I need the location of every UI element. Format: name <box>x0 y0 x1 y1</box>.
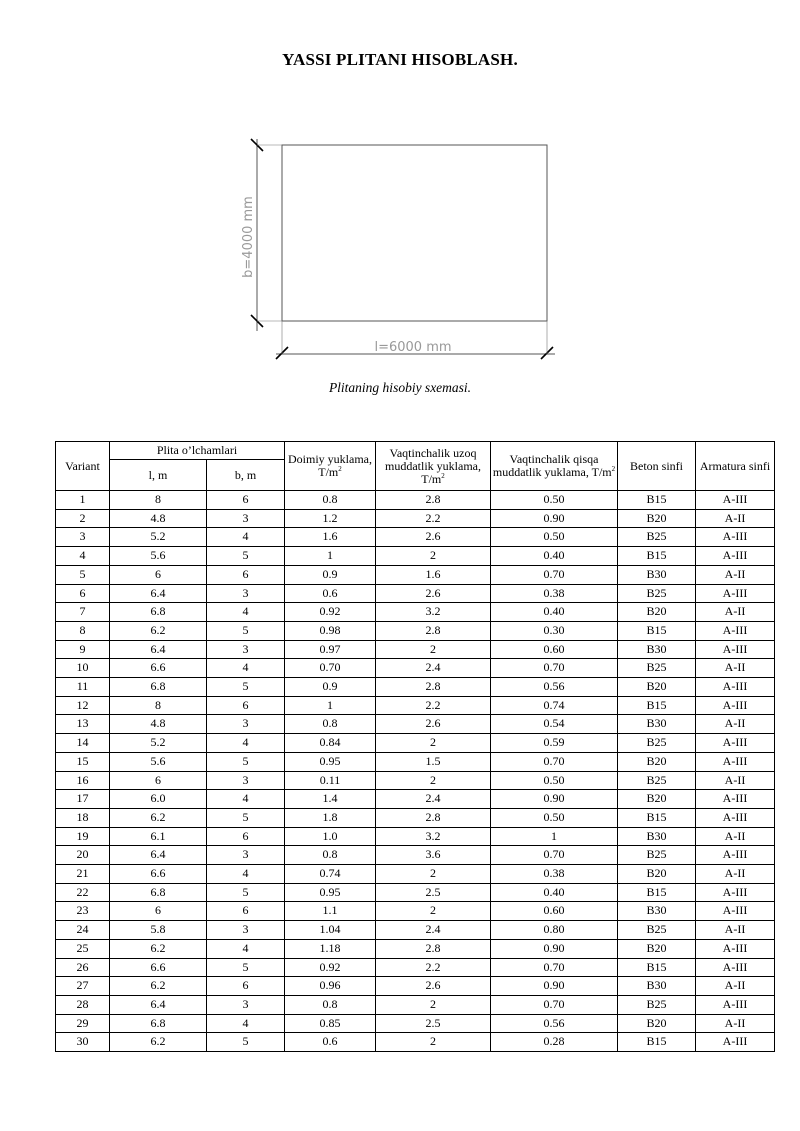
cell-rebar: A-III <box>696 995 775 1014</box>
cell-rebar: A-III <box>696 584 775 603</box>
cell-b: 5 <box>207 1033 285 1052</box>
cell-variant: 24 <box>56 921 110 940</box>
table-row <box>56 547 775 566</box>
cell-short-load: 0.60 <box>491 640 618 659</box>
cell-short-load: 0.50 <box>491 528 618 547</box>
table-row <box>56 603 775 622</box>
cell-variant: 23 <box>56 902 110 921</box>
cell-b: 4 <box>207 1014 285 1033</box>
cell-short-load: 0.90 <box>491 790 618 809</box>
header-long-load-unit: T/m <box>421 471 442 486</box>
table-row <box>56 790 775 809</box>
cell-concrete: B20 <box>618 509 696 528</box>
cell-dead-load: 0.11 <box>285 771 376 790</box>
cell-long-load: 2 <box>376 1033 491 1052</box>
cell-rebar: A-III <box>696 902 775 921</box>
cell-short-load: 0.38 <box>491 584 618 603</box>
cell-b: 3 <box>207 640 285 659</box>
cell-b: 6 <box>207 902 285 921</box>
cell-l: 5.2 <box>110 528 207 547</box>
cell-long-load: 2.2 <box>376 696 491 715</box>
cell-b: 4 <box>207 865 285 884</box>
cell-variant: 10 <box>56 659 110 678</box>
cell-dead-load: 0.95 <box>285 752 376 771</box>
cell-dead-load: 0.74 <box>285 865 376 884</box>
cell-rebar: A-III <box>696 640 775 659</box>
cell-variant: 3 <box>56 528 110 547</box>
table-row <box>56 995 775 1014</box>
cell-b: 3 <box>207 995 285 1014</box>
cell-concrete: B15 <box>618 808 696 827</box>
cell-dead-load: 1.4 <box>285 790 376 809</box>
cell-dead-load: 1.2 <box>285 509 376 528</box>
table-row <box>56 565 775 584</box>
table-row <box>56 1033 775 1052</box>
cell-short-load: 0.56 <box>491 678 618 697</box>
table-row <box>56 715 775 734</box>
cell-long-load: 2.2 <box>376 509 491 528</box>
cell-l: 6.8 <box>110 1014 207 1033</box>
cell-b: 3 <box>207 584 285 603</box>
cell-rebar: A-III <box>696 734 775 753</box>
cell-b: 3 <box>207 846 285 865</box>
header-short-load-label: Vaqtinchalik qisqa muddatlik yuklama, <box>492 452 599 479</box>
cell-rebar: A-II <box>696 603 775 622</box>
cell-b: 5 <box>207 752 285 771</box>
cell-dead-load: 1.6 <box>285 528 376 547</box>
cell-concrete: B20 <box>618 865 696 884</box>
cell-long-load: 2.5 <box>376 883 491 902</box>
cell-short-load: 0.70 <box>491 752 618 771</box>
cell-variant: 5 <box>56 565 110 584</box>
cell-dead-load: 0.9 <box>285 678 376 697</box>
cell-l: 6.8 <box>110 678 207 697</box>
cell-concrete: B30 <box>618 902 696 921</box>
cell-rebar: A-III <box>696 678 775 697</box>
table-row <box>56 678 775 697</box>
cell-rebar: A-III <box>696 846 775 865</box>
cell-l: 6.6 <box>110 659 207 678</box>
cell-long-load: 2 <box>376 865 491 884</box>
cell-l: 5.6 <box>110 547 207 566</box>
cell-dead-load: 0.70 <box>285 659 376 678</box>
cell-b: 4 <box>207 603 285 622</box>
cell-l: 4.8 <box>110 715 207 734</box>
cell-l: 6.4 <box>110 584 207 603</box>
table-row <box>56 827 775 846</box>
cell-long-load: 2.8 <box>376 678 491 697</box>
cell-short-load: 0.70 <box>491 846 618 865</box>
cell-variant: 4 <box>56 547 110 566</box>
table-row <box>56 640 775 659</box>
cell-b: 5 <box>207 808 285 827</box>
cell-b: 6 <box>207 491 285 510</box>
cell-variant: 30 <box>56 1033 110 1052</box>
table-row <box>56 808 775 827</box>
table-row <box>56 865 775 884</box>
cell-variant: 29 <box>56 1014 110 1033</box>
cell-l: 4.8 <box>110 509 207 528</box>
figure-caption: Plitaning hisobiy sxemasi. <box>328 380 472 395</box>
table-row <box>56 752 775 771</box>
cell-rebar: A-III <box>696 528 775 547</box>
cell-rebar: A-III <box>696 883 775 902</box>
cell-short-load: 0.54 <box>491 715 618 734</box>
cell-l: 6.2 <box>110 808 207 827</box>
cell-l: 6.4 <box>110 640 207 659</box>
cell-rebar: A-III <box>696 752 775 771</box>
cell-l: 8 <box>110 491 207 510</box>
table-row <box>56 939 775 958</box>
cell-short-load: 0.40 <box>491 603 618 622</box>
cell-b: 5 <box>207 678 285 697</box>
header-short-load <box>491 442 618 491</box>
cell-dead-load: 1 <box>285 547 376 566</box>
header-dead-load-unit: T/m <box>318 465 339 479</box>
cell-b: 5 <box>207 621 285 640</box>
table-row <box>56 958 775 977</box>
cell-dead-load: 0.85 <box>285 1014 376 1033</box>
cell-l: 6 <box>110 771 207 790</box>
cell-variant: 7 <box>56 603 110 622</box>
cell-short-load: 0.50 <box>491 771 618 790</box>
table-row <box>56 509 775 528</box>
cell-short-load: 0.30 <box>491 621 618 640</box>
cell-concrete: B20 <box>618 939 696 958</box>
cell-short-load: 0.90 <box>491 939 618 958</box>
cell-l: 6.8 <box>110 603 207 622</box>
cell-rebar: A-II <box>696 771 775 790</box>
cell-concrete: B15 <box>618 958 696 977</box>
cell-short-load: 0.70 <box>491 958 618 977</box>
cell-short-load: 0.50 <box>491 491 618 510</box>
height-label: b=4000 mm <box>241 196 256 278</box>
cell-rebar: A-III <box>696 491 775 510</box>
cell-long-load: 2.4 <box>376 659 491 678</box>
cell-variant: 13 <box>56 715 110 734</box>
cell-long-load: 2.5 <box>376 1014 491 1033</box>
cell-rebar: A-II <box>696 1014 775 1033</box>
cell-dead-load: 0.6 <box>285 1033 376 1052</box>
cell-variant: 2 <box>56 509 110 528</box>
cell-short-load: 0.28 <box>491 1033 618 1052</box>
length-label: l=6000 mm <box>374 340 452 355</box>
cell-short-load: 0.90 <box>491 509 618 528</box>
cell-long-load: 2.2 <box>376 958 491 977</box>
cell-b: 3 <box>207 715 285 734</box>
cell-dead-load: 0.96 <box>285 977 376 996</box>
header-l: l, m <box>110 460 207 491</box>
cell-short-load: 0.80 <box>491 921 618 940</box>
table-row <box>56 584 775 603</box>
header-long-load <box>376 442 491 491</box>
cell-rebar: A-III <box>696 621 775 640</box>
cell-concrete: B25 <box>618 528 696 547</box>
cell-variant: 17 <box>56 790 110 809</box>
cell-long-load: 2 <box>376 995 491 1014</box>
cell-concrete: B15 <box>618 883 696 902</box>
cell-rebar: A-II <box>696 715 775 734</box>
cell-dead-load: 1.0 <box>285 827 376 846</box>
cell-b: 4 <box>207 528 285 547</box>
cell-concrete: B25 <box>618 659 696 678</box>
cell-variant: 22 <box>56 883 110 902</box>
cell-dead-load: 1.18 <box>285 939 376 958</box>
table-row <box>56 771 775 790</box>
cell-rebar: A-III <box>696 808 775 827</box>
table-row <box>56 846 775 865</box>
cell-concrete: B30 <box>618 715 696 734</box>
cell-b: 3 <box>207 509 285 528</box>
cell-variant: 19 <box>56 827 110 846</box>
cell-rebar: A-II <box>696 659 775 678</box>
cell-dead-load: 0.84 <box>285 734 376 753</box>
cell-long-load: 2 <box>376 771 491 790</box>
cell-l: 8 <box>110 696 207 715</box>
cell-short-load: 0.59 <box>491 734 618 753</box>
cell-l: 6.8 <box>110 883 207 902</box>
cell-l: 6 <box>110 565 207 584</box>
cell-concrete: B15 <box>618 621 696 640</box>
cell-b: 4 <box>207 790 285 809</box>
header-b: b, m <box>207 460 285 491</box>
cell-variant: 27 <box>56 977 110 996</box>
cell-rebar: A-II <box>696 827 775 846</box>
cell-variant: 6 <box>56 584 110 603</box>
cell-dead-load: 0.97 <box>285 640 376 659</box>
cell-dead-load: 0.8 <box>285 846 376 865</box>
table-row <box>56 1014 775 1033</box>
plate-outline <box>282 145 547 321</box>
cell-dead-load: 0.8 <box>285 995 376 1014</box>
cell-short-load: 0.70 <box>491 995 618 1014</box>
cell-variant: 9 <box>56 640 110 659</box>
cell-rebar: A-III <box>696 547 775 566</box>
header-rebar: Armatura sinfi <box>696 442 775 491</box>
cell-variant: 28 <box>56 995 110 1014</box>
cell-concrete: B25 <box>618 846 696 865</box>
cell-concrete: B15 <box>618 696 696 715</box>
cell-rebar: A-II <box>696 921 775 940</box>
cell-dead-load: 0.9 <box>285 565 376 584</box>
cell-concrete: B25 <box>618 734 696 753</box>
cell-dead-load: 0.8 <box>285 715 376 734</box>
cell-dead-load: 1.1 <box>285 902 376 921</box>
cell-short-load: 0.70 <box>491 565 618 584</box>
cell-l: 5.8 <box>110 921 207 940</box>
cell-b: 4 <box>207 659 285 678</box>
cell-long-load: 2 <box>376 640 491 659</box>
cell-b: 6 <box>207 696 285 715</box>
cell-l: 5.2 <box>110 734 207 753</box>
cell-rebar: A-II <box>696 865 775 884</box>
page-title: YASSI PLITANI HISOBLASH. <box>282 50 518 69</box>
cell-concrete: B25 <box>618 995 696 1014</box>
cell-b: 6 <box>207 977 285 996</box>
cell-l: 6.2 <box>110 621 207 640</box>
cell-concrete: B15 <box>618 547 696 566</box>
cell-concrete: B20 <box>618 1014 696 1033</box>
cell-long-load: 1.6 <box>376 565 491 584</box>
cell-concrete: B25 <box>618 921 696 940</box>
cell-variant: 18 <box>56 808 110 827</box>
cell-l: 6.4 <box>110 846 207 865</box>
cell-concrete: B20 <box>618 790 696 809</box>
cell-b: 3 <box>207 921 285 940</box>
plate-scheme-drawing <box>230 125 570 375</box>
cell-long-load: 2.4 <box>376 790 491 809</box>
cell-long-load: 3.2 <box>376 827 491 846</box>
cell-b: 5 <box>207 547 285 566</box>
cell-long-load: 3.2 <box>376 603 491 622</box>
cell-dead-load: 0.92 <box>285 958 376 977</box>
cell-b: 6 <box>207 827 285 846</box>
cell-b: 6 <box>207 565 285 584</box>
unit-sup: 2 <box>441 471 445 480</box>
cell-variant: 15 <box>56 752 110 771</box>
cell-variant: 26 <box>56 958 110 977</box>
table-row <box>56 977 775 996</box>
cell-b: 4 <box>207 734 285 753</box>
cell-l: 6.2 <box>110 1033 207 1052</box>
table-row <box>56 921 775 940</box>
cell-b: 4 <box>207 939 285 958</box>
table-row <box>56 902 775 921</box>
cell-rebar: A-III <box>696 1033 775 1052</box>
cell-concrete: B20 <box>618 603 696 622</box>
cell-short-load: 1 <box>491 827 618 846</box>
cell-short-load: 0.38 <box>491 865 618 884</box>
cell-long-load: 2 <box>376 547 491 566</box>
cell-variant: 11 <box>56 678 110 697</box>
cell-short-load: 0.56 <box>491 1014 618 1033</box>
cell-short-load: 0.70 <box>491 659 618 678</box>
cell-rebar: A-III <box>696 939 775 958</box>
cell-short-load: 0.60 <box>491 902 618 921</box>
cell-dead-load: 1.8 <box>285 808 376 827</box>
table-row <box>56 491 775 510</box>
table-row <box>56 528 775 547</box>
cell-variant: 20 <box>56 846 110 865</box>
header-short-load-unit: T/m <box>591 465 612 479</box>
unit-sup: 2 <box>338 465 342 473</box>
cell-rebar: A-III <box>696 790 775 809</box>
header-variant: Variant <box>56 442 110 491</box>
cell-l: 6.6 <box>110 865 207 884</box>
cell-rebar: A-II <box>696 977 775 996</box>
header-concrete: Beton sinfi <box>618 442 696 491</box>
cell-long-load: 2.4 <box>376 921 491 940</box>
cell-l: 6.4 <box>110 995 207 1014</box>
cell-long-load: 2.8 <box>376 491 491 510</box>
cell-dead-load: 1 <box>285 696 376 715</box>
header-dead-load <box>285 442 376 491</box>
cell-short-load: 0.40 <box>491 883 618 902</box>
cell-dead-load: 0.8 <box>285 491 376 510</box>
cell-rebar: A-II <box>696 509 775 528</box>
cell-l: 6.0 <box>110 790 207 809</box>
cell-short-load: 0.74 <box>491 696 618 715</box>
cell-rebar: A-III <box>696 958 775 977</box>
table-row <box>56 734 775 753</box>
cell-l: 5.6 <box>110 752 207 771</box>
cell-long-load: 3.6 <box>376 846 491 865</box>
cell-b: 5 <box>207 958 285 977</box>
cell-rebar: A-II <box>696 565 775 584</box>
cell-b: 3 <box>207 771 285 790</box>
header-long-load-label: Vaqtinchalik uzoq muddatlik yuklama, <box>385 445 481 473</box>
table-row <box>56 883 775 902</box>
cell-variant: 25 <box>56 939 110 958</box>
variants-table <box>55 441 775 1052</box>
cell-concrete: B25 <box>618 771 696 790</box>
cell-long-load: 2.8 <box>376 939 491 958</box>
cell-concrete: B30 <box>618 827 696 846</box>
cell-concrete: B20 <box>618 678 696 697</box>
cell-variant: 12 <box>56 696 110 715</box>
cell-variant: 21 <box>56 865 110 884</box>
cell-dead-load: 0.6 <box>285 584 376 603</box>
cell-concrete: B15 <box>618 1033 696 1052</box>
cell-concrete: B20 <box>618 752 696 771</box>
cell-long-load: 2.6 <box>376 977 491 996</box>
cell-concrete: B30 <box>618 565 696 584</box>
table-body <box>56 491 775 1052</box>
cell-rebar: A-III <box>696 696 775 715</box>
cell-dead-load: 0.95 <box>285 883 376 902</box>
cell-short-load: 0.50 <box>491 808 618 827</box>
cell-variant: 16 <box>56 771 110 790</box>
cell-long-load: 2.8 <box>376 621 491 640</box>
cell-concrete: B30 <box>618 640 696 659</box>
cell-variant: 1 <box>56 491 110 510</box>
cell-concrete: B25 <box>618 584 696 603</box>
cell-l: 6.2 <box>110 977 207 996</box>
cell-concrete: B30 <box>618 977 696 996</box>
table-row <box>56 621 775 640</box>
cell-short-load: 0.40 <box>491 547 618 566</box>
cell-variant: 8 <box>56 621 110 640</box>
unit-sup: 2 <box>611 465 616 473</box>
table-row <box>56 696 775 715</box>
cell-concrete: B15 <box>618 491 696 510</box>
cell-l: 6 <box>110 902 207 921</box>
header-dead-load-label: Doimiy yuklama, <box>288 452 372 466</box>
cell-long-load: 2.6 <box>376 584 491 603</box>
cell-short-load: 0.90 <box>491 977 618 996</box>
cell-l: 6.1 <box>110 827 207 846</box>
cell-long-load: 2 <box>376 902 491 921</box>
table-row <box>56 659 775 678</box>
cell-dead-load: 1.04 <box>285 921 376 940</box>
cell-long-load: 2.6 <box>376 715 491 734</box>
cell-long-load: 1.5 <box>376 752 491 771</box>
header-plate-dims: Plita o’lchamlari <box>110 442 285 460</box>
cell-dead-load: 0.98 <box>285 621 376 640</box>
cell-long-load: 2 <box>376 734 491 753</box>
cell-variant: 14 <box>56 734 110 753</box>
cell-long-load: 2.8 <box>376 808 491 827</box>
cell-l: 6.2 <box>110 939 207 958</box>
cell-l: 6.6 <box>110 958 207 977</box>
cell-long-load: 2.6 <box>376 528 491 547</box>
cell-b: 5 <box>207 883 285 902</box>
cell-dead-load: 0.92 <box>285 603 376 622</box>
